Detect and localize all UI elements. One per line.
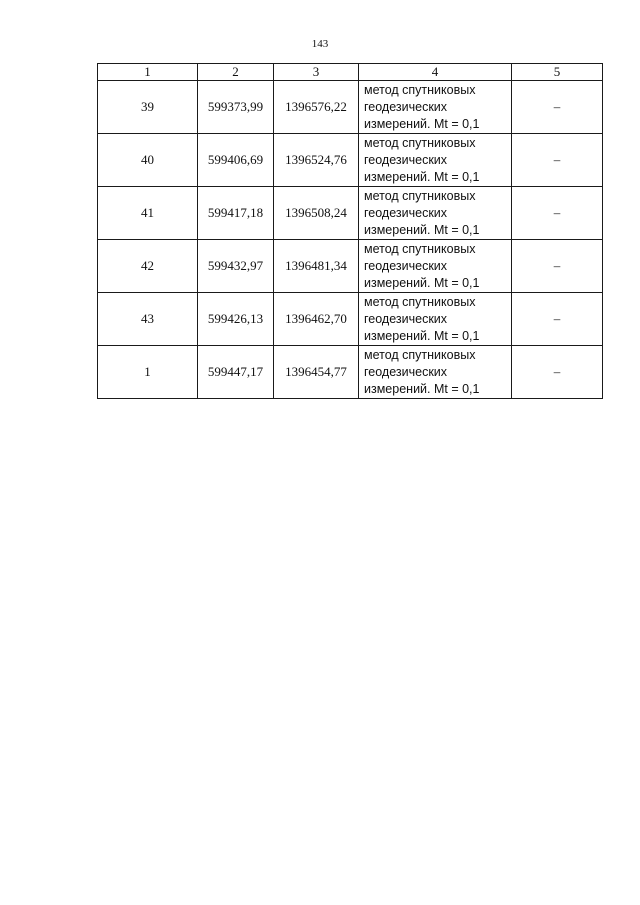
coordinates-table [97,63,603,399]
method-line: измерений. Mt = 0,1 [364,169,480,184]
point-number-cell: 41 [98,187,198,240]
method-line: измерений. Mt = 0,1 [364,328,480,343]
x-coordinate-cell: 599426,13 [198,293,274,346]
method-line: измерений. Mt = 0,1 [364,222,480,237]
note-cell: – [512,293,603,346]
y-coordinate-cell: 1396524,76 [274,134,359,187]
method-line: геодезических [364,152,448,167]
x-coordinate-cell: 599373,99 [198,81,274,134]
y-coordinate-cell: 1396576,22 [274,81,359,134]
table-body [98,81,603,399]
note-cell: – [512,134,603,187]
method-line: метод спутниковых [364,347,476,362]
page-number: 143 [311,38,329,50]
method-line: измерений. Mt = 0,1 [364,381,480,396]
method-cell [359,81,512,134]
point-number-cell: 1 [98,346,198,399]
method-line: геодезических [364,258,448,273]
table-row [98,187,603,240]
method-line: измерений. Mt = 0,1 [364,116,480,131]
point-number-cell: 39 [98,81,198,134]
method-line: метод спутниковых [364,135,476,150]
y-coordinate-cell: 1396481,34 [274,240,359,293]
method-cell [359,240,512,293]
y-coordinate-cell: 1396508,24 [274,187,359,240]
method-line: геодезических [364,205,448,220]
method-line: метод спутниковых [364,241,476,256]
method-line: геодезических [364,364,448,379]
point-number-cell: 40 [98,134,198,187]
method-line: метод спутниковых [364,188,476,203]
column-header: 1 [98,64,198,81]
note-cell: – [512,346,603,399]
table-row [98,134,603,187]
method-cell [359,293,512,346]
method-cell [359,187,512,240]
x-coordinate-cell: 599432,97 [198,240,274,293]
point-number-cell: 42 [98,240,198,293]
y-coordinate-cell: 1396462,70 [274,293,359,346]
point-number-cell: 43 [98,293,198,346]
method-cell [359,134,512,187]
column-header: 3 [274,64,359,81]
table-row [98,81,603,134]
method-line: измерений. Mt = 0,1 [364,275,480,290]
method-line: метод спутниковых [364,82,476,97]
x-coordinate-cell: 599406,69 [198,134,274,187]
method-line: геодезических [364,99,448,114]
table-header [98,64,603,81]
y-coordinate-cell: 1396454,77 [274,346,359,399]
note-cell: – [512,240,603,293]
table-row [98,346,603,399]
column-header: 2 [198,64,274,81]
table-row [98,293,603,346]
note-cell: – [512,81,603,134]
note-cell: – [512,187,603,240]
table-row [98,240,603,293]
method-line: метод спутниковых [364,294,476,309]
header-row [98,64,603,81]
column-header: 4 [359,64,512,81]
x-coordinate-cell: 599417,18 [198,187,274,240]
method-cell [359,346,512,399]
column-header: 5 [512,64,603,81]
x-coordinate-cell: 599447,17 [198,346,274,399]
method-line: геодезических [364,311,448,326]
